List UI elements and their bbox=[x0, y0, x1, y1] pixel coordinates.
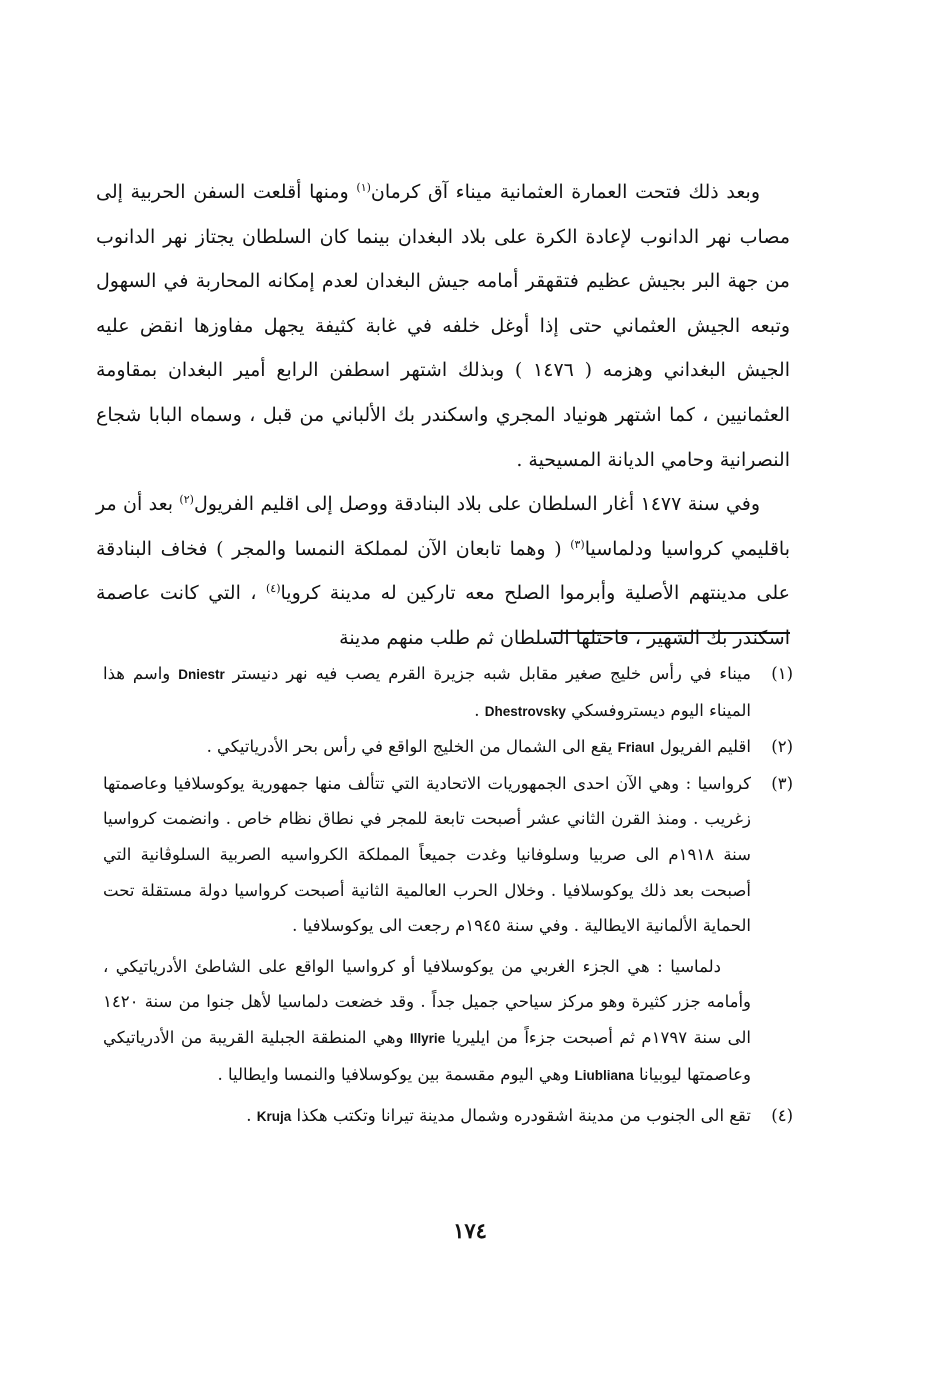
footnote-divider bbox=[551, 632, 790, 634]
footnote-1-text-b: واسم هذا الميناء اليوم ديستروفسكي bbox=[103, 664, 751, 720]
paragraph-1 bbox=[96, 170, 790, 482]
footnote-1-text-a: ميناء في رأس خليج صغير مقابل شبه جزيرة القرم يصب فيه نهر دنيستر bbox=[232, 664, 751, 683]
footnote-4-latin-term: Kruja bbox=[256, 1109, 292, 1125]
footnotes bbox=[103, 656, 793, 1135]
footnote-3-sub-text-b: وهي المنطقة الجبلية القريبة من الأدرياتيكي وعاصمتها ليوبيانا bbox=[103, 1027, 751, 1084]
footnote-3-sub-text-c: وهي اليوم مقسمة بين يوكوسلافيا والنمسا وايطاليا . bbox=[217, 1064, 570, 1084]
footnote-1-number: (١) bbox=[771, 664, 793, 683]
footnote-2-text-b: يقع الى الشمال من الخليج الواقع في رأس بحر الأدرياتيكي . bbox=[206, 737, 613, 757]
footnote-3-latin-term-2: Liubliana bbox=[574, 1067, 634, 1083]
footnote-4-text-a: تقع الى الجنوب من مدينة اشقودره وشمال مدينة تيرانا وتكتب هكذا bbox=[296, 1106, 751, 1126]
page-number: ١٧٤ bbox=[453, 1218, 487, 1243]
footnote-2 bbox=[103, 729, 793, 766]
paragraph-2-text-b: بعد أن مر باقليمي كرواسيا ودلماسيا bbox=[96, 493, 790, 560]
paragraph-2-text-c: ( وهما تابعان الآن لمملكة النمسا والمجر ) فخاف البنادقة على مدينتهم الأصلية وأبرموا الصلح معه تاركين له مدينة كرويا bbox=[96, 537, 791, 605]
footnote-2-number: (٢) bbox=[771, 737, 793, 757]
footnote-4-text-b: . bbox=[246, 1106, 252, 1126]
footnote-4-number: (٤) bbox=[771, 1106, 793, 1126]
paragraph-2-text-a: وفي سنة ١٤٧٧ أغار السلطان على بلاد البنادقة ووصل إلى اقليم الفريول bbox=[193, 493, 761, 516]
footnote-3-number: (٣) bbox=[771, 773, 793, 793]
main-text bbox=[96, 170, 790, 661]
footnote-ref-1: (١) bbox=[356, 181, 371, 194]
footnote-1-latin-term-2: Dhestrovsky bbox=[484, 703, 566, 719]
footnote-3-latin-term-1: Illyrie bbox=[409, 1030, 446, 1046]
footnote-3 bbox=[103, 766, 793, 944]
footnote-2-text-a: اقليم الفريول bbox=[659, 737, 751, 757]
footnote-1-text-c: . bbox=[474, 700, 480, 720]
paragraph-1-text-a: وبعد ذلك فتحت العمارة العثمانية ميناء آق كرمان bbox=[370, 181, 760, 203]
footnote-2-latin-term: Friaul bbox=[617, 740, 655, 756]
footnote-1-latin-term-1: Dniestr bbox=[178, 667, 225, 682]
footnote-3-dalmatia bbox=[103, 949, 793, 1093]
paragraph-1-text-b: ومنها أقلعت السفن الحربية إلى مصاب نهر الدانوب لإعادة الكرة على بلاد البغدان بينما كان السلطان يجتاز نهر الدانوب من جهة البر بجيش عظيم فتقهقر أمامه جيش البغدان لعدم إمكانه المحاربة في السهول وتبعه الجيش العثماني حتى إذا أوغل خلفه في غابة كثيفة يجهل مفاوزها انقض عليه الجيش البغداني وهزمه ( ١٤٧٦ ) وبذلك اشتهر اسطفن الرابع أمير البغدان بمقاومة العثمانيين ، كما اشتهر هونياد المجري واسكندر بك الألباني من قبل ، وسماه البابا شجاع النصرانية وحامي الديانة المسيحية . bbox=[96, 181, 790, 471]
footnote-4 bbox=[103, 1098, 793, 1135]
footnote-ref-4: (٤) bbox=[266, 582, 281, 596]
footnote-ref-3: (٣) bbox=[570, 537, 585, 551]
footnote-3-sub-text-a: دلماسيا : هي الجزء الغربي من يوكوسلافيا أو كرواسيا الواقع على الشاطئ الأدرياتيكي ، وأمامه جزر كثيرة وهو مركز سياحي جميل جداً . وقد خضعت دلماسيا لأهل جنوا من سنة ١٤٢٠ الى سنة ١٧٩٧م ثم أصبحت جزءاً من ايليريا bbox=[103, 956, 752, 1047]
footnote-1 bbox=[103, 656, 793, 729]
footnote-ref-2: (٢) bbox=[179, 493, 194, 507]
footnote-3-text: كرواسيا : وهي الآن احدى الجمهوريات الاتحادية التي تتألف منها جمهورية يوكوسلافيا وعاصمتها زغريب . ومنذ القرن الثاني عشر أصبحت تابعة للمجر في نطاق نظام خاص . وانضمت كرواسيا سنة ١٩١٨م الى صربيا وسلوفانيا وغدت جميعاً المملكة الكرواسيه الصربية السلوڤانية التي أصبحت بعد ذلك يوكوسلافيا . وخلال الحرب العالمية الثانية أصبحت كرواسيا دولة مستقلة تحت الحماية الألمانية الايطالية . وفي سنة ١٩٤٥م رجعت الى يوكوسلافيا . bbox=[103, 773, 751, 936]
paragraph-2-text-d: ، التي كانت عاصمة اسكندر بك الشهير ، فاحتلها السلطان ثم طلب منهم مدينة bbox=[96, 582, 790, 649]
